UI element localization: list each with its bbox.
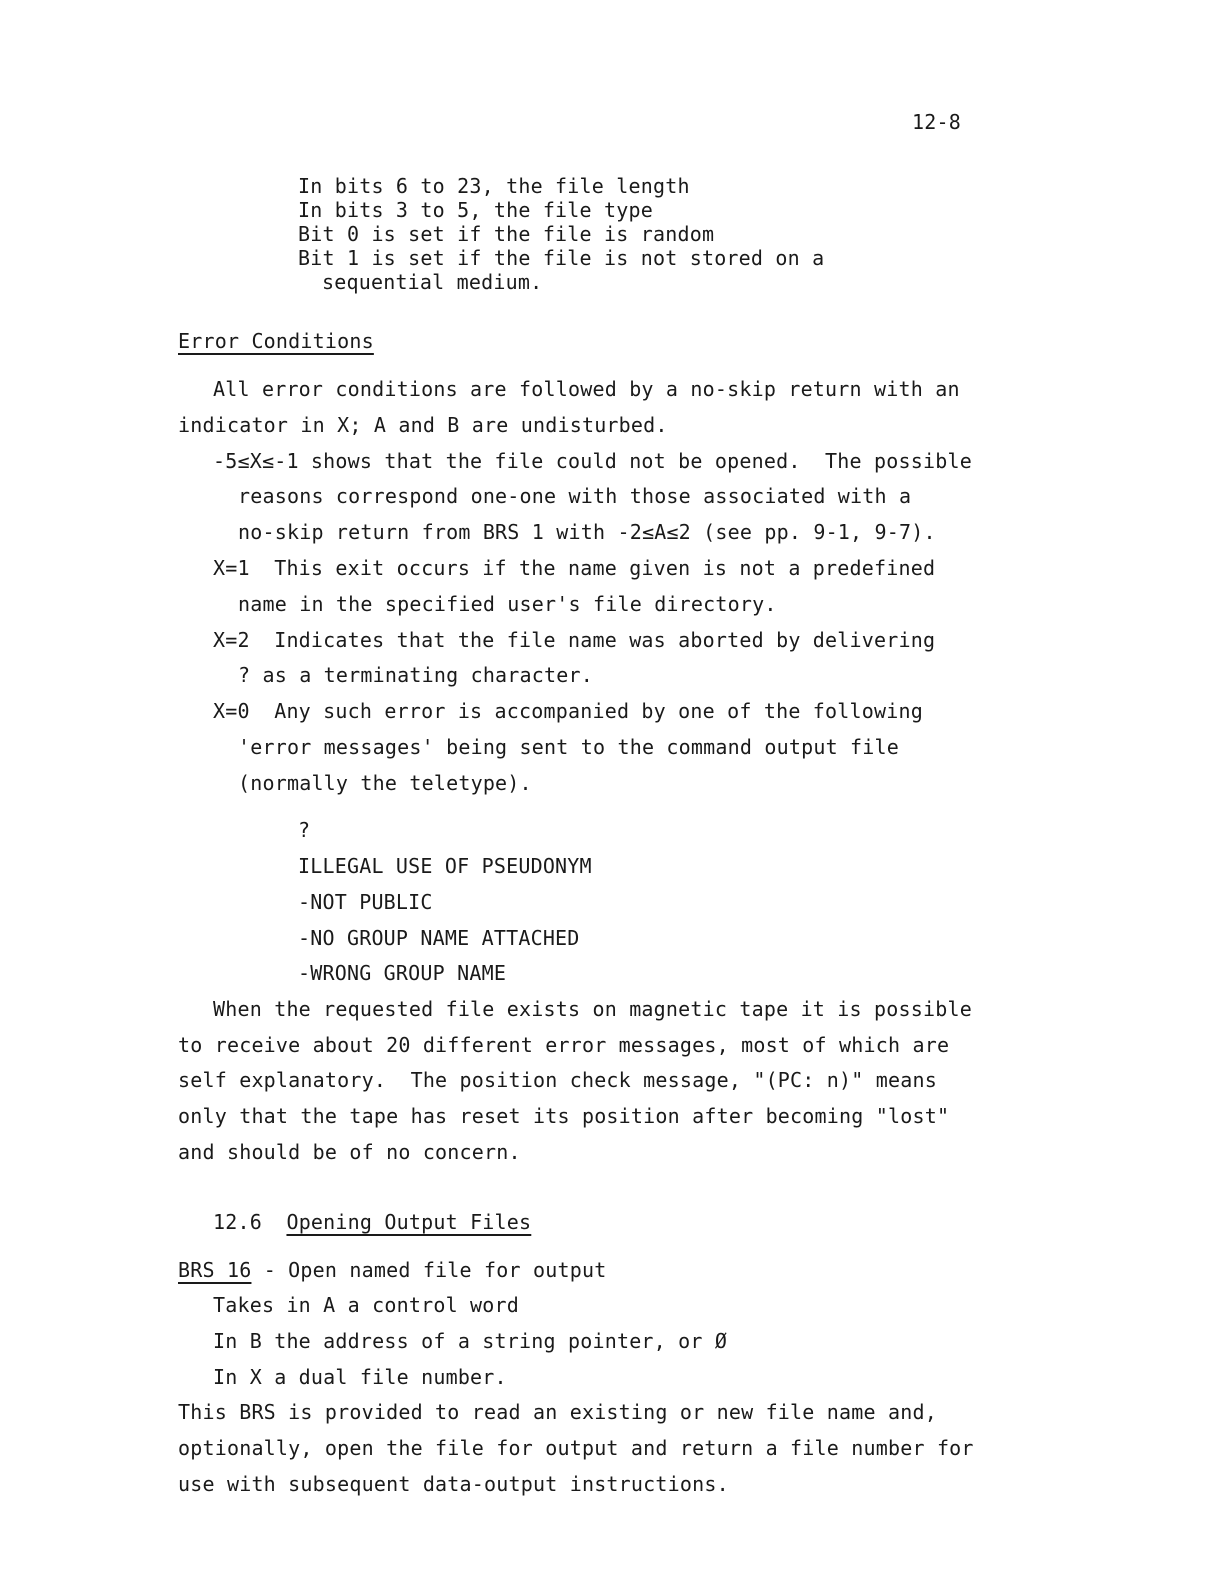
paragraph-line: indicator in X; A and B are undisturbed. — [178, 413, 668, 437]
error-message: -NO GROUP NAME ATTACHED — [298, 926, 580, 950]
case-line: reasons correspond one-one with those associated with a — [238, 484, 912, 508]
error-message: ILLEGAL USE OF PSEUDONYM — [298, 854, 592, 878]
case-line: X=2 Indicates that the file name was aborted by delivering — [213, 628, 936, 652]
paragraph-line: When the requested file exists on magnetic tape it is possible — [213, 997, 972, 1021]
error-message: ? — [298, 818, 311, 842]
brs16-label: BRS 16 — [178, 1258, 252, 1282]
paragraph-line: All error conditions are followed by a no-skip return with an — [213, 377, 960, 401]
brs16-input-line: In X a dual file number. — [213, 1365, 507, 1389]
case-line: X=1 This exit occurs if the name given is not a predefined — [213, 556, 936, 580]
paragraph-line: optionally, open the file for output and return a file number for — [178, 1436, 974, 1460]
case-line: ? as a terminating character. — [238, 663, 593, 687]
case-line: -5≤X≤-1 shows that the file could not be opened. The possible — [213, 449, 972, 473]
brs16-input-line: In B the address of a string pointer, or Ø — [213, 1329, 728, 1353]
file-bits-line: sequential medium. — [322, 270, 543, 294]
paragraph-line: only that the tape has reset its position after becoming "lost" — [178, 1104, 950, 1128]
paragraph-line: use with subsequent data-output instructions. — [178, 1472, 729, 1496]
section-heading — [213, 1210, 531, 1234]
brs16-input-line: Takes in A a control word — [213, 1293, 520, 1317]
section-number: 12.6 — [213, 1210, 262, 1234]
file-bits-line: In bits 3 to 5, the file type — [298, 198, 653, 222]
brs16-heading — [178, 1258, 606, 1282]
case-line: X=0 Any such error is accompanied by one of the following — [213, 699, 923, 723]
error-conditions-heading: Error Conditions — [178, 329, 374, 353]
case-line: no-skip return from BRS 1 with -2≤A≤2 (see pp. 9-1, 9-7). — [238, 520, 936, 544]
case-line: (normally the teletype). — [238, 771, 532, 795]
brs16-title: - Open named file for output — [251, 1258, 607, 1282]
case-line: name in the specified user's file directory. — [238, 592, 777, 616]
paragraph-line: self explanatory. The position check message, "(PC: n)" means — [178, 1068, 937, 1092]
page-number: 12-8 — [912, 110, 961, 134]
paragraph-line: and should be of no concern. — [178, 1140, 521, 1164]
file-bits-line: In bits 6 to 23, the file length — [298, 174, 690, 198]
case-line: 'error messages' being sent to the command output file — [238, 735, 900, 759]
file-bits-line: Bit 1 is set if the file is not stored on a — [298, 246, 825, 270]
error-message: -WRONG GROUP NAME — [298, 961, 507, 985]
paragraph-line: This BRS is provided to read an existing or new file name and, — [178, 1400, 937, 1424]
error-message: -NOT PUBLIC — [298, 890, 433, 914]
section-title: Opening Output Files — [286, 1210, 532, 1234]
paragraph-line: to receive about 20 different error messages, most of which are — [178, 1033, 950, 1057]
file-bits-line: Bit 0 is set if the file is random — [298, 222, 715, 246]
